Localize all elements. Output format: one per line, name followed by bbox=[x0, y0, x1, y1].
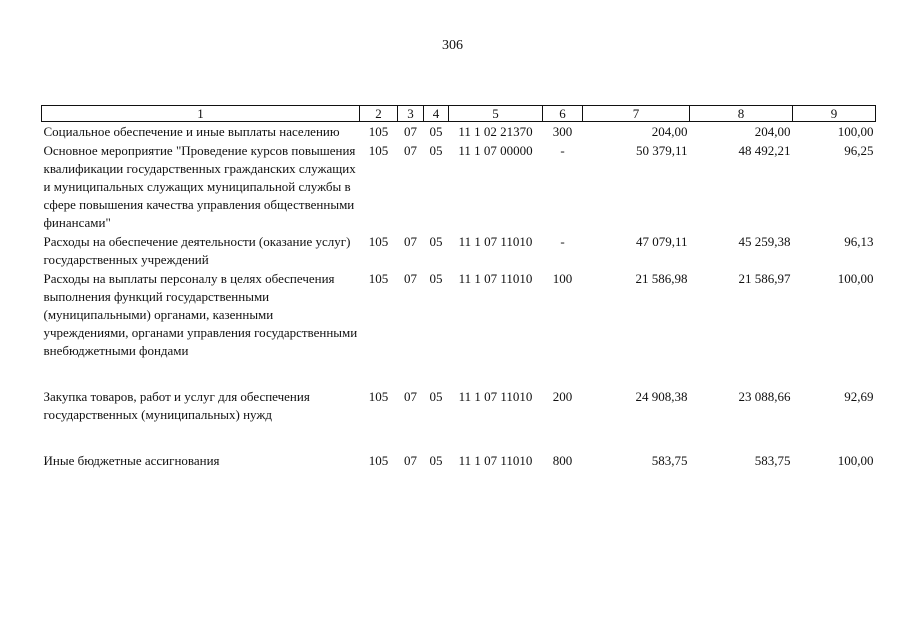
cell-code: 105 bbox=[368, 389, 389, 404]
column-header: 2 bbox=[360, 106, 398, 122]
header-row bbox=[42, 106, 876, 122]
table-row bbox=[42, 232, 876, 269]
cell-percent: 100,00 bbox=[837, 271, 874, 286]
column-header: 3 bbox=[398, 106, 424, 122]
row-name: Расходы на обеспечение деятельности (оказание услуг) государственных учреждений bbox=[43, 234, 351, 267]
cell-executed: 204,00 bbox=[754, 124, 791, 139]
cell-section: 07 bbox=[404, 453, 417, 468]
row-name: Закупка товаров, работ и услуг для обеспечения государственных (муниципальных) нужд bbox=[43, 389, 310, 422]
cell-percent: 92,69 bbox=[844, 389, 874, 404]
cell-expense-type: - bbox=[560, 143, 565, 158]
cell-executed: 23 088,66 bbox=[738, 389, 791, 404]
cell-code: 105 bbox=[368, 453, 389, 468]
column-header: 1 bbox=[42, 106, 360, 122]
table-row bbox=[42, 451, 876, 470]
cell-percent: 100,00 bbox=[837, 124, 874, 139]
cell-subsection: 05 bbox=[429, 453, 443, 468]
cell-section: 07 bbox=[404, 124, 417, 139]
row-spacer bbox=[42, 424, 876, 451]
column-header: 5 bbox=[449, 106, 543, 122]
cell-executed: 48 492,21 bbox=[738, 143, 791, 158]
cell-planned: 583,75 bbox=[651, 453, 688, 468]
cell-expense-type: 200 bbox=[552, 389, 573, 404]
cell-section: 07 bbox=[404, 271, 417, 286]
cell-code: 105 bbox=[368, 271, 389, 286]
cell-percent: 96,25 bbox=[844, 143, 874, 158]
cell-code: 105 bbox=[368, 124, 389, 139]
cell-executed: 21 586,97 bbox=[738, 271, 791, 286]
cell-target-article: 11 1 07 11010 bbox=[458, 453, 533, 468]
cell-section: 07 bbox=[404, 143, 417, 158]
cell-target-article: 11 1 07 11010 bbox=[458, 389, 533, 404]
row-spacer bbox=[42, 360, 876, 387]
row-name: Социальное обеспечение и иные выплаты населению bbox=[43, 124, 340, 139]
table-row bbox=[42, 387, 876, 424]
column-header: 7 bbox=[583, 106, 690, 122]
cell-code: 105 bbox=[368, 143, 389, 158]
cell-target-article: 11 1 02 21370 bbox=[458, 124, 533, 139]
cell-percent: 100,00 bbox=[837, 453, 874, 468]
cell-subsection: 05 bbox=[429, 234, 443, 249]
cell-target-article: 11 1 07 11010 bbox=[458, 271, 533, 286]
column-header: 9 bbox=[793, 106, 876, 122]
budget-table bbox=[41, 105, 876, 470]
page-number: 306 bbox=[442, 38, 463, 53]
cell-planned: 50 379,11 bbox=[635, 143, 688, 158]
cell-planned: 47 079,11 bbox=[635, 234, 688, 249]
cell-target-article: 11 1 07 11010 bbox=[458, 234, 533, 249]
row-name: Расходы на выплаты персоналу в целях обеспечения выполнения функций государственными (муниципальными) органами, казенными учреждениями, органами управления государственными внебюджетными фондами bbox=[43, 271, 358, 358]
cell-planned: 24 908,38 bbox=[635, 389, 688, 404]
cell-subsection: 05 bbox=[429, 124, 443, 139]
row-name: Основное мероприятие "Проведение курсов повышения квалификации государственных гражданских служащих и муниципальных служащих муниципальной службы в сфере повышения качества управления общественными финансами" bbox=[43, 143, 356, 230]
cell-planned: 21 586,98 bbox=[635, 271, 688, 286]
column-header: 4 bbox=[424, 106, 449, 122]
cell-expense-type: 800 bbox=[552, 453, 573, 468]
cell-target-article: 11 1 07 00000 bbox=[458, 143, 533, 158]
cell-section: 07 bbox=[404, 389, 417, 404]
cell-code: 105 bbox=[368, 234, 389, 249]
cell-subsection: 05 bbox=[429, 143, 443, 158]
cell-subsection: 05 bbox=[429, 389, 443, 404]
cell-planned: 204,00 bbox=[651, 124, 688, 139]
cell-expense-type: 300 bbox=[552, 124, 573, 139]
cell-percent: 96,13 bbox=[844, 234, 874, 249]
table-row bbox=[42, 269, 876, 360]
cell-subsection: 05 bbox=[429, 271, 443, 286]
row-name: Иные бюджетные ассигнования bbox=[43, 453, 220, 468]
table-row bbox=[42, 141, 876, 232]
cell-expense-type: 100 bbox=[552, 271, 573, 286]
table-row bbox=[42, 122, 876, 142]
column-header: 8 bbox=[690, 106, 793, 122]
cell-expense-type: - bbox=[560, 234, 565, 249]
cell-executed: 45 259,38 bbox=[738, 234, 791, 249]
cell-section: 07 bbox=[404, 234, 417, 249]
column-header: 6 bbox=[543, 106, 583, 122]
cell-executed: 583,75 bbox=[754, 453, 791, 468]
